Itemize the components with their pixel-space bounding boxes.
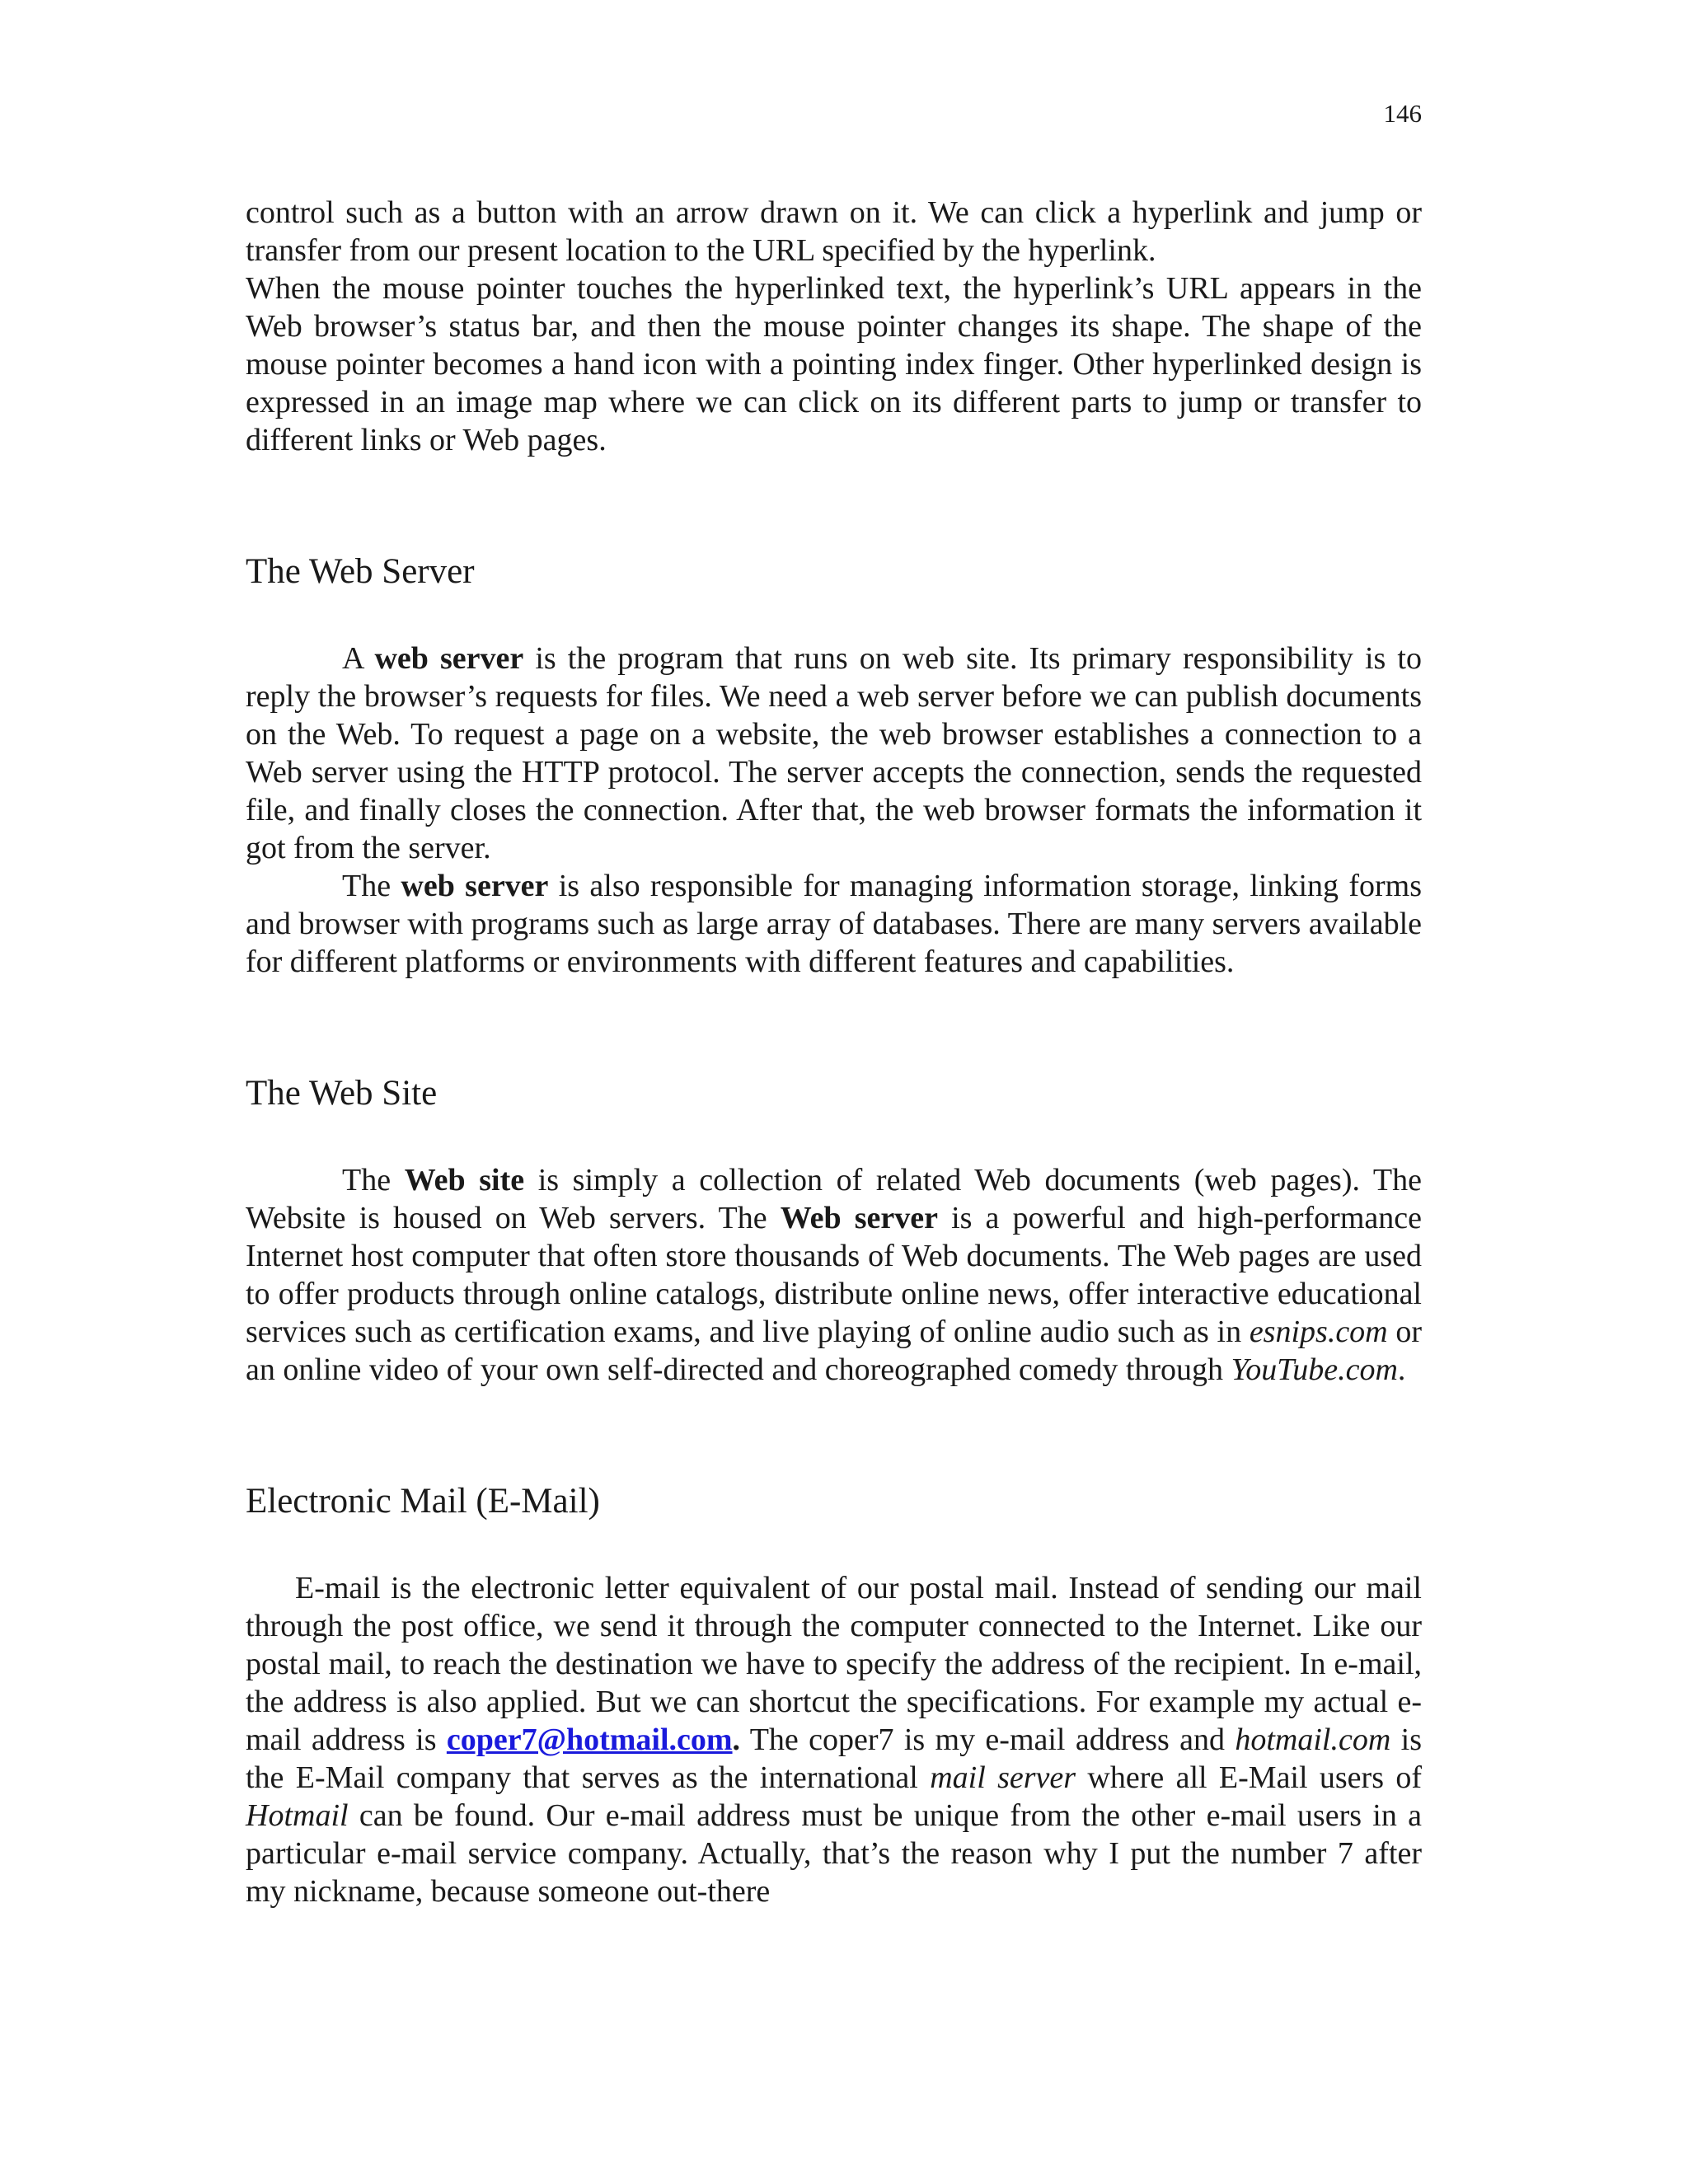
italic-term: Hotmail xyxy=(246,1798,349,1833)
italic-term: hotmail.com xyxy=(1235,1722,1391,1757)
page-number: 146 xyxy=(1383,99,1422,128)
web-server-paragraph-2: The web server is also responsible for managing information storage, linking forms and browser with programs such as large array of databases. There are many servers available for different platforms or environments with different features and capabilities. xyxy=(246,869,1423,979)
web-site-paragraph-1: The Web site is simply a collection of related Web documents (web pages). The Website is housed on Web servers. The Web server is a powerful and high-performance Internet host computer that often store thousands of Web documents. The Web pages are used to offer products through online catalogs, distribute online news, offer interactive educational services such as certification exams, and live playing of online audio such as in esnips.com or an online video of your own self-directed and choreographed comedy through YouTube.com. xyxy=(246,1163,1423,1387)
heading-web-server: The Web Server xyxy=(246,552,475,591)
web-server-paragraph-1: A web server is the program that runs on web site. Its primary responsibility is to reply the browser’s requests for files. We need a web server before we can publish documents on the Web. To request a page on a website, the web browser establishes a connection to a Web server using the HTTP protocol. The server accepts the connection, sends the requested file, and finally closes the connection. After that, the web browser formats the information it got from the server. xyxy=(246,641,1422,865)
intro-paragraph-2: When the mouse pointer touches the hyperlinked text, the hyperlink’s URL appears in the Web browser’s status bar, and then the mouse pointer changes its shape. The shape of the mouse pointer becomes a hand icon with a pointing index finger. Other hyperlinked design is expressed in an image map where we can click on its different parts to jump or transfer to different links or Web pages. xyxy=(246,271,1422,457)
italic-term: YouTube.com xyxy=(1231,1352,1398,1387)
bold-term: web server xyxy=(374,641,524,676)
italic-term: mail server xyxy=(930,1760,1076,1795)
heading-email: Electronic Mail (E-Mail) xyxy=(246,1482,600,1521)
page-content xyxy=(246,194,1422,1910)
heading-web-site: The Web Site xyxy=(246,1074,438,1113)
email-address-link[interactable]: coper7@hotmail.com xyxy=(446,1722,733,1757)
email-paragraph-1: E-mail is the electronic letter equivalent of our postal mail. Instead of sending our mail through the post office, we send it through the computer connected to the Internet. Like our postal mail, to reach the destination we have to specify the address of the recipient. In e-mail, the address is also applied. But we can shortcut the specifications. For example my actual e-mail address is coper7@hotmail.com. The coper7 is my e-mail address and hotmail.com is the E-Mail company that serves as the international mail server where all E-Mail users of Hotmail can be found. Our e-mail address must be unique from the other e-mail users in a particular e-mail service company. Actually, that’s the reason why I put the number 7 after my nickname, because someone out-there xyxy=(246,1571,1422,1909)
italic-term: esnips.com xyxy=(1249,1315,1388,1349)
bold-term: Web site xyxy=(404,1163,525,1197)
intro-paragraph-1: control such as a button with an arrow drawn on it. We can click a hyperlink and jump or transfer from our present location to the URL specified by the hyperlink. xyxy=(246,195,1422,268)
bold-term: Web server xyxy=(780,1201,938,1235)
bold-term: web server xyxy=(401,869,549,903)
